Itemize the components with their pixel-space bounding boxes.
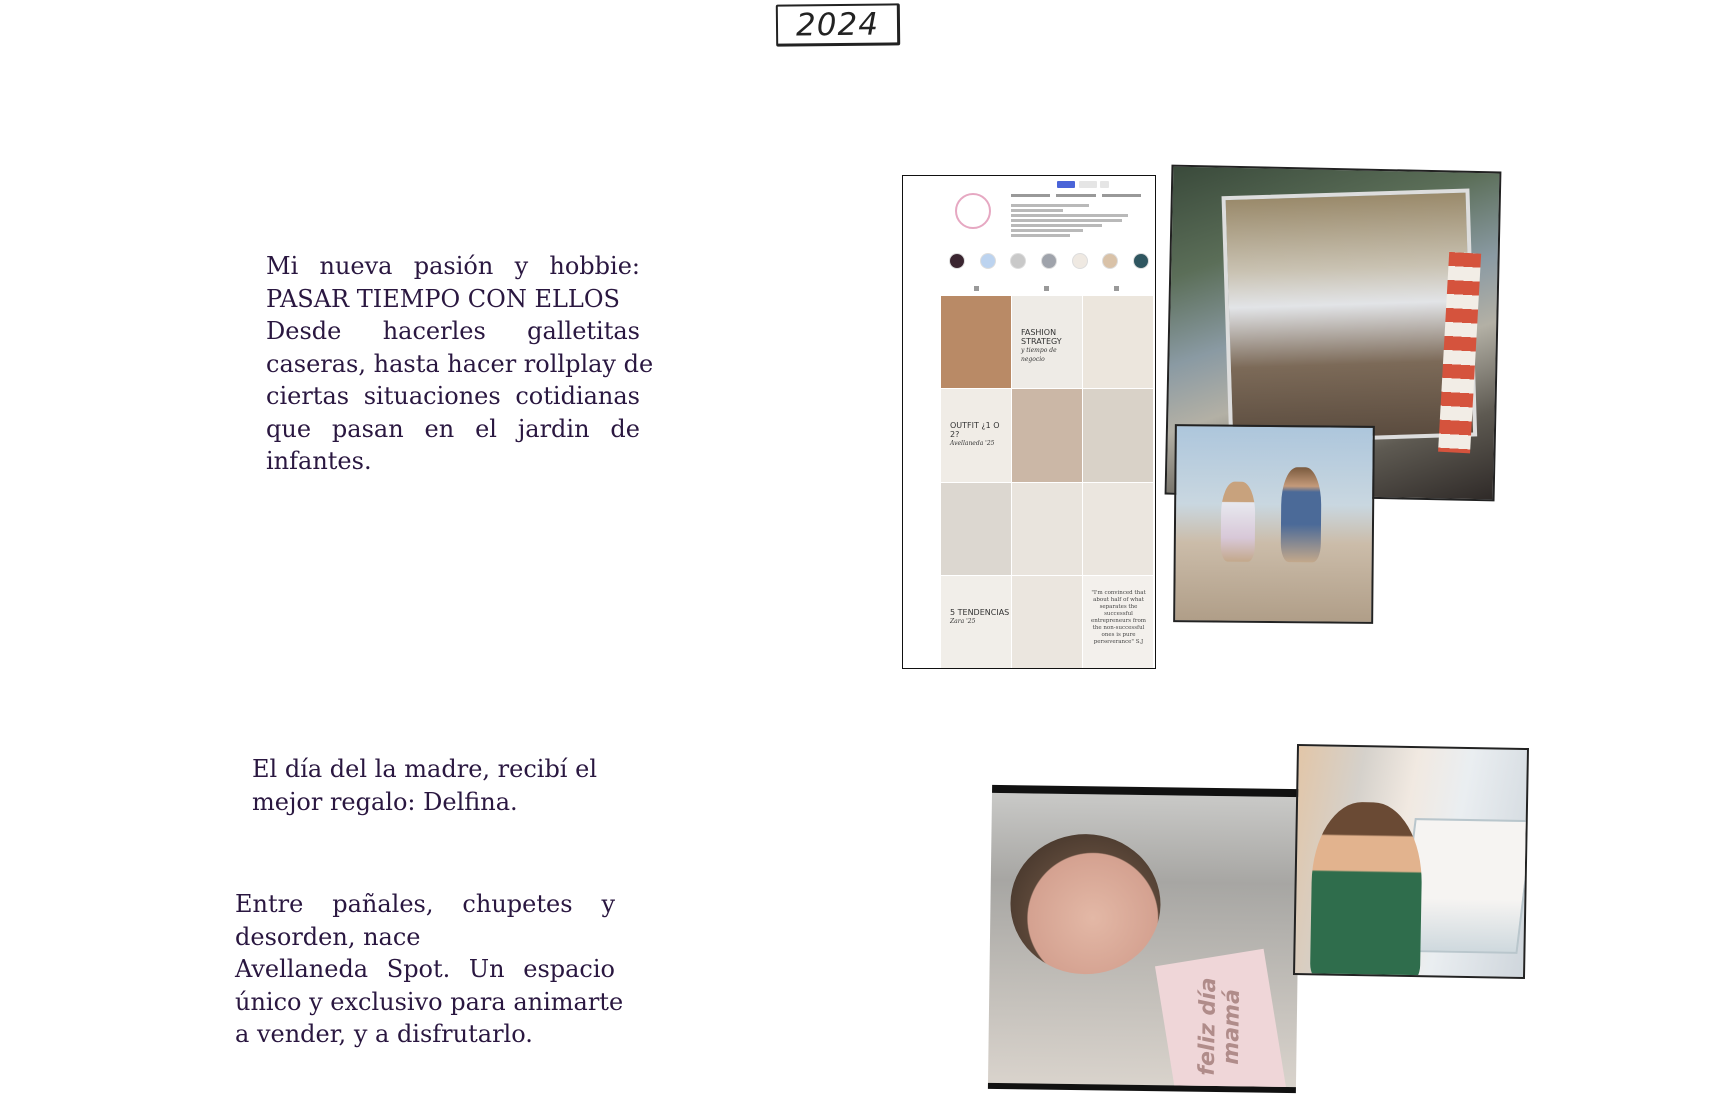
post-thumbnail: [1012, 483, 1082, 575]
siblings-crib-photo: [1293, 744, 1529, 979]
post-title: 5 TENDENCIAS Zara '25: [950, 607, 1010, 625]
post-title: FASHION STRATEGY y tiempo de negocio: [1021, 328, 1082, 364]
profile-bio: [1011, 204, 1141, 239]
post-subtitle: y tiempo de negocio: [1021, 347, 1057, 363]
text-line: ciertas situaciones cotidianas: [266, 382, 640, 410]
highlight-circle: [1010, 253, 1026, 269]
post-thumbnail: [941, 576, 1011, 668]
more-button: [1100, 181, 1109, 188]
text-line: Entre pañales, chupetes y: [235, 890, 615, 918]
text-line: caseras, hasta hacer rollplay de: [266, 349, 654, 378]
post-thumbnail: [1083, 576, 1153, 668]
mothers-day-card: [1155, 949, 1286, 1093]
post-thumbnail: [1083, 483, 1153, 575]
post-thumbnail: [1083, 296, 1153, 388]
highlight-circle: [1133, 253, 1149, 269]
girl-figure: [1221, 482, 1256, 562]
post-thumbnail: [1012, 576, 1082, 668]
text-line: infantes.: [266, 447, 372, 475]
profile-tabs: [941, 286, 1151, 294]
post-subtitle: Zara '25: [950, 617, 976, 625]
highlight-circle: [1102, 253, 1118, 269]
story-highlights: [949, 253, 1149, 275]
card-text: feliz día mamá: [1194, 977, 1245, 1076]
follow-button: [1057, 181, 1075, 188]
post-quote: "I'm convinced that about half of what separates the successful entrepreneurs from the non-successful ones is pure perseverance" S.J: [1090, 589, 1147, 645]
text-line: a vender, y a disfrutarlo.: [235, 1020, 533, 1048]
mothers-day-text: [252, 753, 632, 818]
post-thumbnail: [1012, 389, 1082, 481]
instagram-profile-screenshot: [902, 175, 1156, 669]
text-line: Desde hacerles galletitas: [266, 317, 640, 345]
post-title: OUTFIT ¿1 O 2? Avellaneda '25: [950, 421, 1011, 448]
beach-kids-photo: [1173, 424, 1375, 624]
highlight-circle: [980, 253, 996, 269]
text-line: que pasan en el jardin de: [266, 414, 640, 443]
year-tag: 2024: [776, 3, 900, 46]
hobbie-text: [266, 250, 654, 478]
text-line: mejor regalo: Delfina.: [252, 787, 518, 816]
text-line: desorden, nace: [235, 922, 421, 951]
text-line: PASAR TIEMPO CON ELLOS: [266, 284, 620, 313]
boy-figure: [1310, 801, 1423, 979]
post-thumbnail: [941, 389, 1011, 481]
text-line: único y exclusivo para animarte: [235, 987, 624, 1016]
post-subtitle: Avellaneda '25: [950, 440, 995, 448]
newborn-photo: [988, 785, 1300, 1093]
text-line: El día del la madre, recibí el: [252, 755, 597, 783]
profile-stats: [1011, 194, 1141, 198]
highlight-circle: [1041, 253, 1057, 269]
post-grid: [941, 296, 1153, 668]
highlight-circle: [949, 253, 965, 269]
text-line: Avellaneda Spot. Un espacio: [235, 955, 615, 983]
message-button: [1079, 181, 1097, 188]
avellaneda-spot-text: [235, 888, 624, 1051]
family-photo-inner: [1222, 189, 1478, 445]
baby-head: [1010, 833, 1162, 975]
profile-avatar: [955, 193, 991, 229]
text-line: Mi nueva pasión y hobbie:: [266, 252, 640, 280]
boy-figure: [1281, 467, 1322, 562]
post-thumbnail: [1083, 389, 1153, 481]
post-thumbnail: [941, 483, 1011, 575]
highlight-circle: [1072, 253, 1088, 269]
post-thumbnail: [941, 296, 1011, 388]
post-thumbnail: [1012, 296, 1082, 388]
